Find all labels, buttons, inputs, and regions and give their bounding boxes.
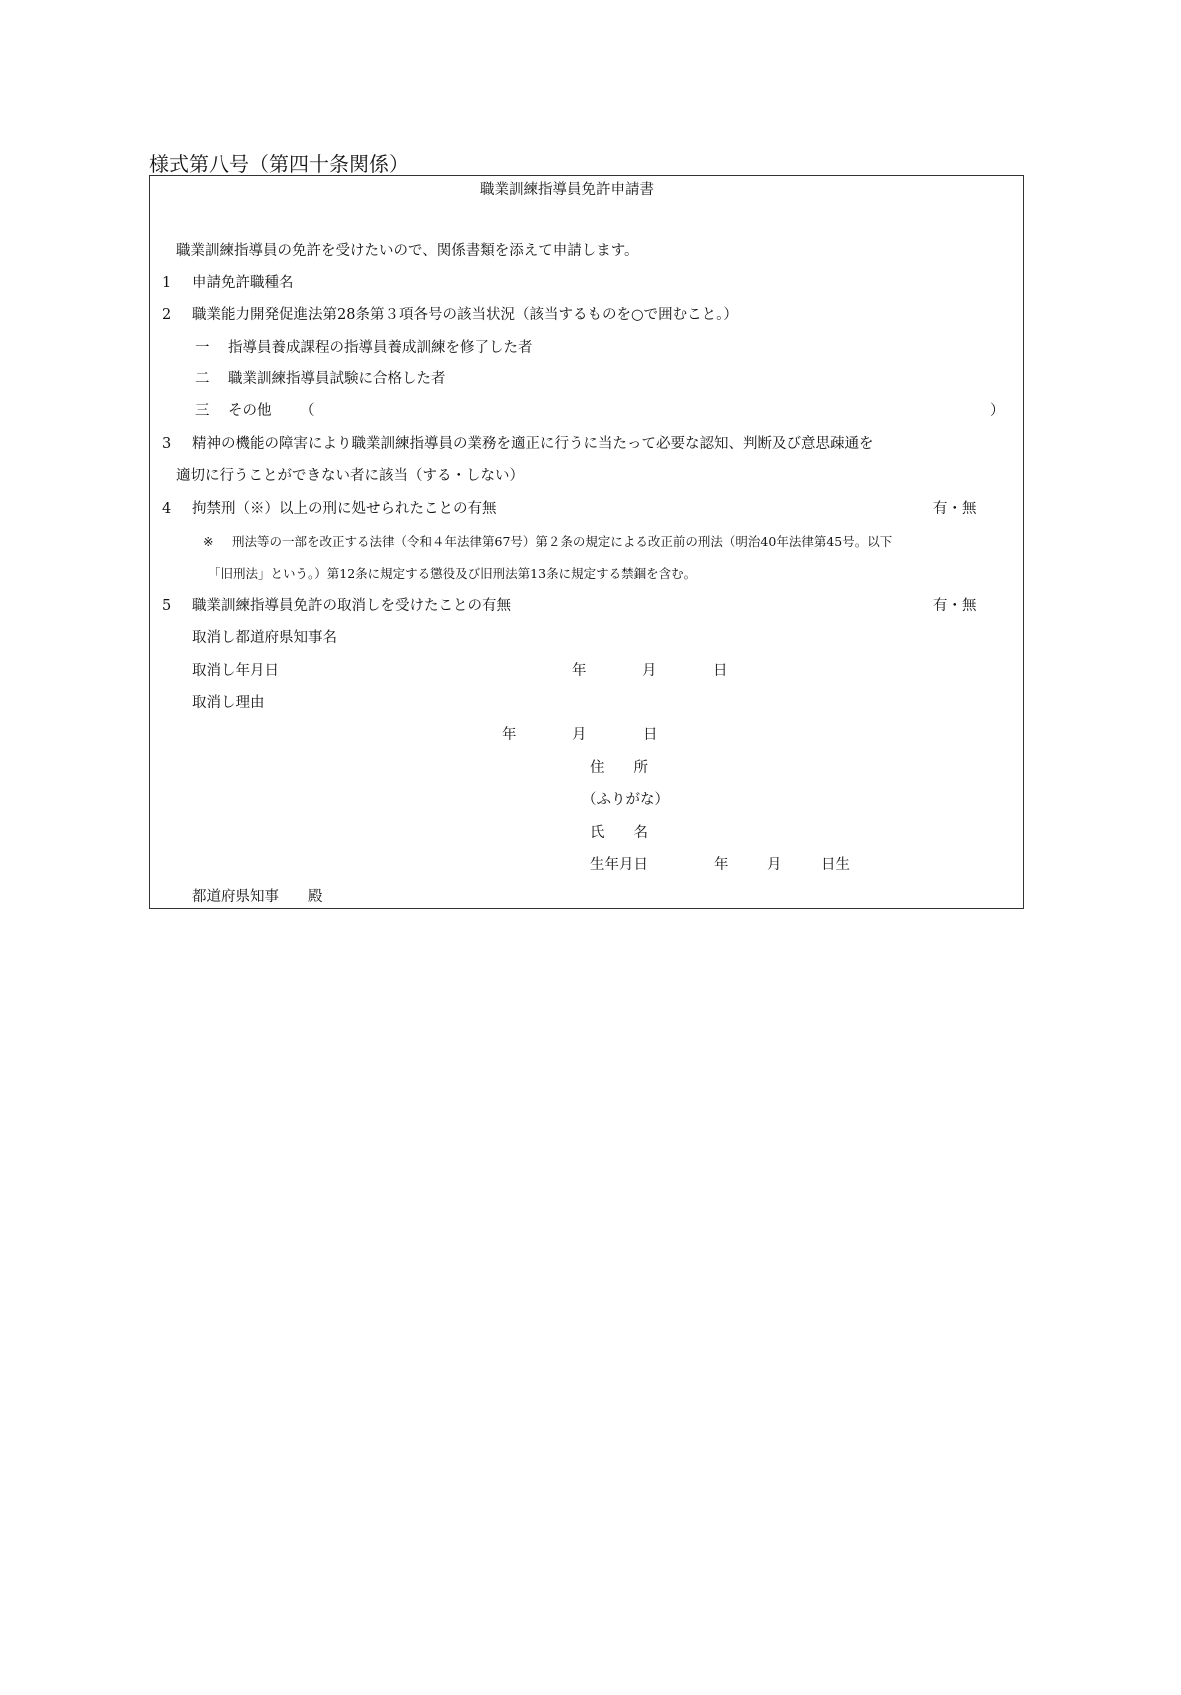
revoke-day: 日 (713, 663, 728, 679)
sub-1-number: 一 (195, 340, 210, 356)
sub-3-number: 三 (195, 403, 210, 419)
item-3-continuation: 適切に行うことができない者に該当（する・しない） (176, 468, 524, 484)
item-4-text: 拘禁刑（※）以上の刑に処せられたことの有無 (192, 501, 497, 517)
item-5-text: 職業訓練指導員免許の取消しを受けたことの有無 (192, 598, 511, 614)
application-year: 年 (502, 727, 517, 743)
item-4-number: 4 (162, 501, 172, 517)
form-number-label: 様式第八号（第四十条関係） (149, 152, 409, 176)
sub-3-open-paren: （ (300, 403, 315, 419)
application-month: 月 (572, 727, 587, 743)
item-2-text: 職業能力開発促進法第28条第３項各号の該当状況（該当するものを○で囲むこと。） (192, 307, 738, 323)
birth-month: 月 (767, 857, 782, 873)
revoke-date-label: 取消し年月日 (192, 663, 279, 679)
item-1-number: 1 (162, 275, 172, 291)
revoke-reason-label: 取消し理由 (192, 695, 265, 711)
birth-year: 年 (714, 857, 729, 873)
sub-2-number: 二 (195, 371, 210, 387)
sub-3-text: その他 (228, 403, 272, 419)
sub-2-text: 職業訓練指導員試験に合格した者 (228, 371, 446, 387)
item-2-number: 2 (162, 307, 172, 323)
address-label: 住 所 (590, 760, 648, 776)
item-1-text: 申請免許職種名 (192, 275, 294, 291)
item-3-number: 3 (162, 436, 172, 452)
birthdate-label: 生年月日 (590, 857, 648, 873)
revoke-year: 年 (572, 663, 587, 679)
form-title: 職業訓練指導員免許申請書 (480, 182, 654, 198)
intro-text: 職業訓練指導員の免許を受けたいので、関係書類を添えて申請します。 (176, 243, 639, 259)
sub-3-close-paren: ） (990, 403, 1005, 419)
furigana-label: （ふりがな） (582, 792, 669, 808)
application-day: 日 (643, 727, 658, 743)
birth-day: 日生 (821, 857, 850, 873)
item-5-number: 5 (162, 598, 172, 614)
item-4-choice: 有・無 (933, 501, 977, 517)
note-mark: ※ (203, 534, 214, 549)
item-5-choice: 有・無 (933, 598, 977, 614)
name-label: 氏 名 (590, 825, 648, 841)
note-text: 刑法等の一部を改正する法律（令和４年法律第67号）第２条の規定による改正前の刑法（明治40年法律第45号。以下 (232, 534, 893, 549)
addressee: 都道府県知事 殿 (192, 889, 323, 905)
note-continuation: 「旧刑法」という。）第12条に規定する懲役及び旧刑法第13条に規定する禁錮を含む。 (208, 566, 697, 581)
sub-1-text: 指導員養成課程の指導員養成訓練を修了した者 (228, 340, 533, 356)
revoke-month: 月 (642, 663, 657, 679)
revoke-governor-label: 取消し都道府県知事名 (192, 630, 337, 646)
item-3-text: 精神の機能の障害により職業訓練指導員の業務を適正に行うに当たって必要な認知、判断及び意思疎通を (192, 436, 874, 452)
